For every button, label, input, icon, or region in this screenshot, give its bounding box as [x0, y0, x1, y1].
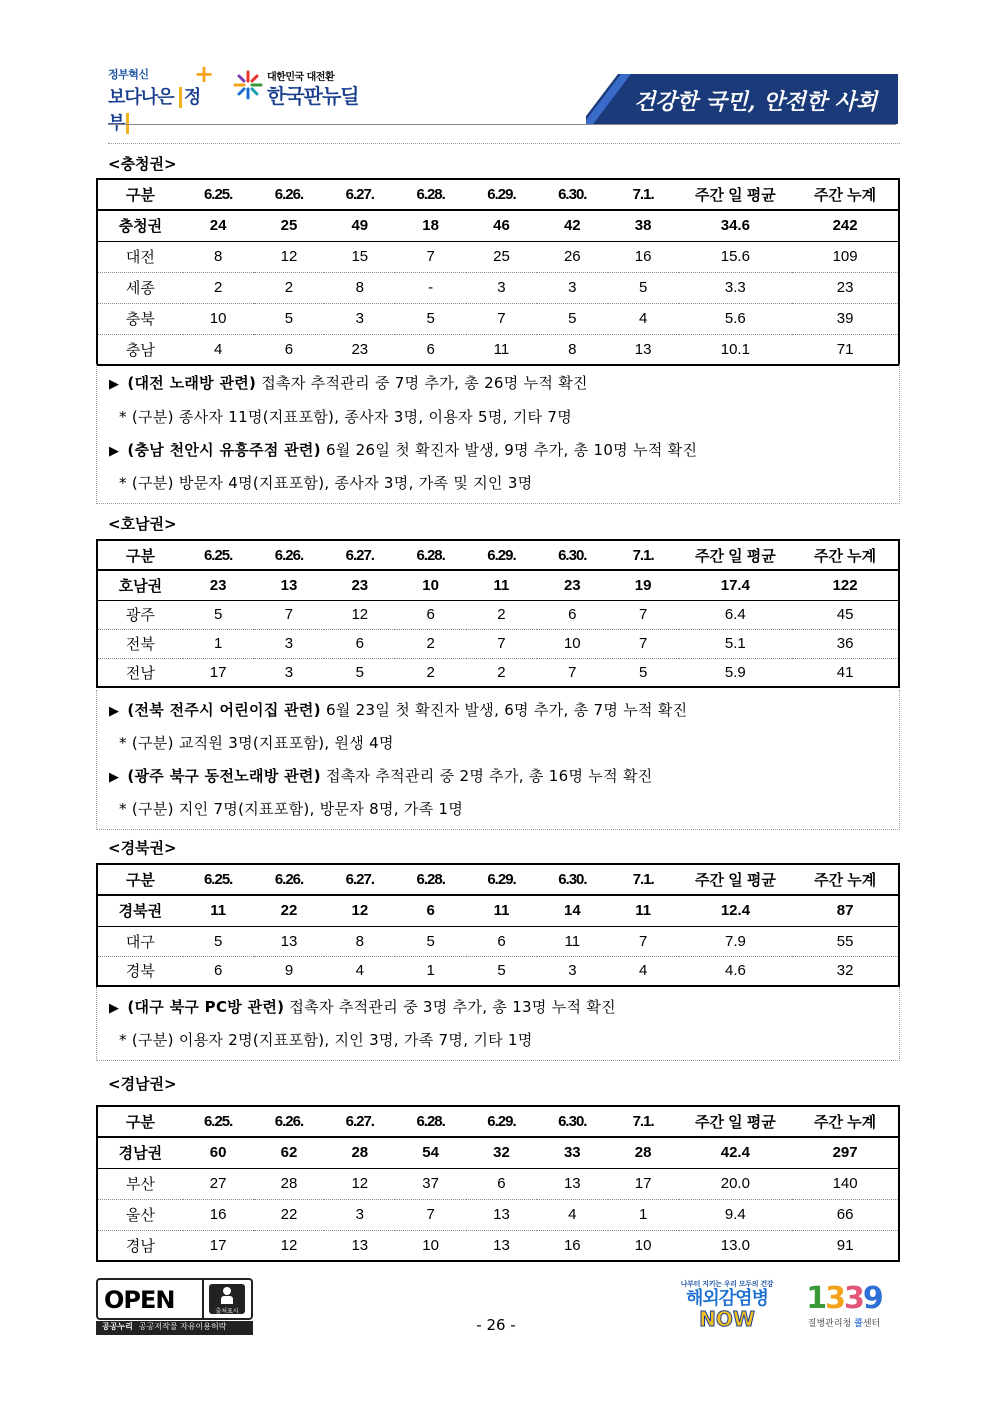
cell: 23 — [792, 272, 899, 303]
cell: 13 — [351, 1236, 369, 1254]
cell: 297 — [792, 1137, 899, 1168]
cell: 12.4 — [679, 895, 793, 926]
cell: 91 — [836, 1236, 854, 1254]
cell: 60 — [183, 1137, 254, 1168]
cell: 66 — [792, 1199, 899, 1230]
note-text: 접촉자 추적관리 중 3명 추가, 총 13명 누적 확진 — [284, 998, 616, 1016]
cell: 42 — [537, 210, 608, 241]
cell: 1 — [183, 629, 254, 658]
cell: 9.4 — [679, 1199, 793, 1230]
col-header: 6.27. — [324, 179, 395, 210]
plus-icon: + — [194, 60, 215, 88]
table-row — [97, 272, 899, 303]
attribution-icon — [204, 1278, 253, 1320]
logo2-big: 한국판뉴딜 — [267, 84, 359, 108]
col-header: 6.25. — [183, 1106, 254, 1137]
cell: 23 — [351, 340, 369, 358]
cell: 3.3 — [679, 272, 793, 303]
cell: 17 — [608, 1168, 679, 1199]
open-text: OPEN — [104, 1286, 175, 1314]
col-header: 7.1. — [608, 540, 679, 570]
cell: 7 — [608, 926, 679, 956]
cell: 6.4 — [679, 600, 793, 629]
cell: 6 — [213, 962, 223, 980]
table-gyeongnam — [96, 1105, 900, 1262]
cell: 울산 — [97, 1199, 183, 1230]
note-sub: * (구분) 이용자 2명(지표포함), 지인 3명, 가족 7명, 기타 1명 — [119, 1031, 533, 1049]
table-header-row — [97, 864, 899, 895]
cell: 13 — [466, 1199, 537, 1230]
cell: 2 — [395, 629, 466, 658]
cell: 전남 — [125, 664, 155, 682]
col-header: 6.29. — [466, 179, 537, 210]
cell: 11 — [537, 926, 608, 956]
cell: 5.6 — [679, 303, 793, 334]
cell: 12 — [280, 1236, 298, 1254]
table-header-row — [97, 540, 899, 570]
cell: 8 — [324, 272, 395, 303]
cell: 12 — [324, 1168, 395, 1199]
cell: 32 — [836, 962, 854, 980]
cell: 5 — [395, 303, 466, 334]
cell: 25 — [254, 210, 325, 241]
col-header: 주간 일 평균 — [679, 179, 793, 210]
note-title: (대구 북구 PC방 관련) — [127, 998, 285, 1016]
note-text: 6월 26일 첫 확진자 발생, 9명 추가, 총 10명 누적 확진 — [320, 441, 698, 459]
cell: 55 — [792, 926, 899, 956]
cell: 23 — [324, 570, 395, 600]
call-center-1339-logo — [790, 1282, 898, 1338]
cell: 대구 — [97, 926, 183, 956]
col-header: 6.29. — [466, 864, 537, 895]
col-header: 6.26. — [254, 179, 325, 210]
note-text: 6월 23일 첫 확진자 발생, 6명 추가, 총 7명 누적 확진 — [320, 701, 688, 719]
cell: 6 — [395, 895, 466, 926]
kogl-open-badge — [96, 1278, 253, 1335]
cell: 22 — [254, 895, 325, 926]
cell: 27 — [183, 1168, 254, 1199]
cell: 54 — [395, 1137, 466, 1168]
cell: 26 — [537, 241, 608, 272]
table-total-row — [97, 570, 899, 600]
cell: 광주 — [97, 600, 183, 629]
page-number: - 26 - — [476, 1316, 516, 1334]
slogan-banner — [586, 74, 898, 124]
cell: 4 — [213, 340, 223, 358]
table-header-row — [97, 1106, 899, 1137]
notes-gyeongbuk — [96, 987, 900, 1061]
cell: 7 — [466, 303, 537, 334]
cell: 41 — [836, 663, 854, 681]
cell: 23 — [537, 570, 608, 600]
col-header: 6.26. — [254, 540, 325, 570]
cell: 경북 — [125, 963, 155, 981]
cell: 6 — [395, 600, 466, 629]
cell: 8 — [568, 340, 577, 358]
burst-icon — [233, 70, 263, 100]
arrow-right-icon: ▶ — [109, 704, 120, 719]
col-header: 6.30. — [537, 179, 608, 210]
cell: 11 — [493, 340, 510, 358]
note-sub: * (구분) 지인 7명(지표포함), 방문자 8명, 가족 1명 — [119, 800, 464, 818]
cell: 10 — [537, 629, 608, 658]
page-header — [108, 58, 898, 134]
region-label-honam: <호남권> — [108, 515, 177, 533]
table-row — [97, 334, 899, 365]
cell: 49 — [324, 210, 395, 241]
cell: 경북권 — [97, 895, 183, 926]
col-header: 7.1. — [608, 1106, 679, 1137]
cell: 5.9 — [724, 663, 746, 681]
col-header: 주간 누계 — [792, 540, 899, 570]
cell: 15.6 — [679, 241, 793, 272]
cell: 전북 — [97, 629, 183, 658]
col-header: 7.1. — [608, 864, 679, 895]
region-label-gyeongbuk: <경북권> — [108, 839, 177, 857]
cell: 11 — [183, 895, 254, 926]
col-header: 6.27. — [324, 1106, 395, 1137]
digit: 3 — [844, 1281, 863, 1316]
cell: 7 — [608, 600, 679, 629]
col-header: 구분 — [97, 540, 183, 570]
cell: 12 — [324, 600, 395, 629]
cell: 33 — [537, 1137, 608, 1168]
cell: 6 — [466, 926, 537, 956]
table-honam — [96, 539, 900, 688]
col-header: 6.25. — [183, 540, 254, 570]
open-strip-text: 공공저작물 자유이용허락 — [138, 1322, 227, 1331]
table-row — [97, 1199, 899, 1230]
cell: 5 — [254, 303, 325, 334]
call-caption-bold: 콜 — [854, 1319, 863, 1329]
cell: - — [395, 272, 466, 303]
cell: 39 — [792, 303, 899, 334]
col-header: 6.30. — [537, 864, 608, 895]
note-item — [109, 765, 653, 786]
cell: 충북 — [97, 303, 183, 334]
now-tagline: 나부터 지키는 우리 모두의 건강 — [680, 1280, 774, 1288]
cell: 20.0 — [679, 1168, 793, 1199]
arrow-right-icon: ▶ — [109, 377, 120, 392]
cell: 13 — [254, 570, 325, 600]
col-header: 6.28. — [395, 179, 466, 210]
digit: 1 — [806, 1281, 826, 1316]
cell: 17.4 — [679, 570, 793, 600]
cell: 28 — [324, 1137, 395, 1168]
cell: 34.6 — [679, 210, 793, 241]
cell: 242 — [792, 210, 899, 241]
cell: 13 — [537, 1168, 608, 1199]
cell: 8 — [183, 241, 254, 272]
col-header: 주간 일 평균 — [679, 864, 793, 895]
cell: 2 — [183, 272, 254, 303]
cell: 10 — [395, 570, 466, 600]
overseas-infection-now-logo — [673, 1279, 781, 1339]
cell: 부산 — [97, 1168, 183, 1199]
cell: 18 — [395, 210, 466, 241]
table-row — [97, 600, 899, 629]
note-title: (광주 북구 동전노래방 관련) — [127, 767, 321, 785]
note-title: (대전 노래방 관련) — [127, 374, 257, 392]
cell: 3 — [254, 629, 325, 658]
cell: 3 — [568, 962, 577, 980]
cell: 5 — [638, 663, 648, 681]
cell: 13.0 — [720, 1236, 750, 1254]
col-header: 7.1. — [608, 179, 679, 210]
cell: 6 — [466, 1168, 537, 1199]
region-label-gyeongnam: <경남권> — [108, 1075, 177, 1093]
col-header: 6.29. — [466, 1106, 537, 1137]
cell: 7 — [608, 629, 679, 658]
col-header: 6.27. — [324, 540, 395, 570]
cell: 7 — [568, 663, 577, 681]
cell: 62 — [254, 1137, 325, 1168]
note-sub: * (구분) 종사자 11명(지표포함), 종사자 3명, 이용자 5명, 기타 7명 — [119, 408, 573, 426]
cell: 28 — [254, 1168, 325, 1199]
note-title: (전북 전주시 어린이집 관련) — [127, 701, 321, 719]
korean-new-deal-logo — [233, 64, 383, 114]
cell: 16 — [608, 241, 679, 272]
cell: 5 — [355, 663, 364, 681]
col-header: 6.25. — [183, 864, 254, 895]
cell: 42.4 — [679, 1137, 793, 1168]
call-caption-post: 센터 — [862, 1319, 881, 1329]
cell: 3 — [324, 1199, 395, 1230]
attribution-caption: 출처표시 — [215, 1308, 239, 1315]
note-sub: * (구분) 방문자 4명(지표포함), 종사자 3명, 가족 및 지인 3명 — [119, 474, 533, 492]
cell: 3 — [324, 303, 395, 334]
notes-chungcheong — [96, 364, 900, 504]
now-line2: NOW — [699, 1307, 755, 1331]
cell: 38 — [608, 210, 679, 241]
col-header: 6.28. — [395, 864, 466, 895]
cell: 23 — [183, 570, 254, 600]
table-row — [97, 241, 899, 272]
cell: 13 — [634, 340, 652, 358]
col-header: 구분 — [97, 1106, 183, 1137]
col-header: 6.28. — [395, 1106, 466, 1137]
note-title: (충남 천안시 유흥주점 관련) — [127, 441, 321, 459]
cell: 10 — [634, 1236, 652, 1254]
digit: 9 — [862, 1281, 882, 1316]
cell: 71 — [836, 340, 854, 358]
cell: 7 — [254, 600, 325, 629]
col-header: 6.29. — [466, 540, 537, 570]
cell: 13 — [493, 1236, 510, 1254]
cell: 11 — [466, 570, 537, 600]
cell: 6 — [284, 340, 294, 358]
cell: 2 — [254, 272, 325, 303]
cell: 4 — [608, 303, 679, 334]
cell: 12 — [254, 241, 325, 272]
col-header: 6.26. — [254, 1106, 325, 1137]
note-text: 접촉자 추적관리 중 2명 추가, 총 16명 누적 확진 — [320, 767, 653, 785]
col-header: 구분 — [97, 179, 183, 210]
table-row — [97, 303, 899, 334]
cell: 28 — [608, 1137, 679, 1168]
col-header: 주간 누계 — [792, 1106, 899, 1137]
col-header: 주간 누계 — [792, 864, 899, 895]
col-header: 주간 일 평균 — [679, 540, 793, 570]
cell: 호남권 — [97, 570, 183, 600]
cell: 3 — [537, 272, 608, 303]
digit: 3 — [825, 1281, 844, 1316]
cell: 45 — [792, 600, 899, 629]
cell: 4.6 — [725, 962, 746, 980]
cell: 2 — [497, 663, 506, 681]
table-gyeongbuk — [96, 863, 900, 987]
cell: 6 — [324, 629, 395, 658]
region-label-chungcheong: <충청권> — [108, 155, 177, 173]
cell: 7 — [395, 1199, 466, 1230]
cell: 5 — [395, 926, 466, 956]
note-sub: * (구분) 교직원 3명(지표포함), 원생 4명 — [119, 734, 394, 752]
cell: 16 — [563, 1236, 581, 1254]
arrow-right-icon: ▶ — [109, 444, 120, 459]
cell: 10 — [422, 1236, 439, 1254]
cell: 140 — [792, 1168, 899, 1199]
logo2-small: 대한민국 대전환 — [267, 72, 335, 83]
header-rule — [108, 124, 896, 125]
now-line1: 해외감염병 — [686, 1288, 768, 1309]
cell: 32 — [466, 1137, 537, 1168]
cell: 5 — [537, 303, 608, 334]
cell: 12 — [324, 895, 395, 926]
cell: 9 — [284, 962, 294, 980]
cell: 37 — [395, 1168, 466, 1199]
col-header: 6.30. — [537, 1106, 608, 1137]
cell: 14 — [537, 895, 608, 926]
cell: 세종 — [97, 272, 183, 303]
note-item — [109, 439, 697, 460]
cell: 경남 — [125, 1237, 155, 1255]
cell: 16 — [183, 1199, 254, 1230]
cell: 22 — [254, 1199, 325, 1230]
cell: 122 — [792, 570, 899, 600]
cell: 5 — [183, 926, 254, 956]
table-total-row — [97, 210, 899, 241]
gov-innovation-logo — [108, 60, 218, 134]
col-header: 6.30. — [537, 540, 608, 570]
cell: 36 — [792, 629, 899, 658]
logo1-big-main: 정부 — [108, 87, 201, 134]
cell: 4 — [355, 962, 365, 980]
cell: 13 — [254, 926, 325, 956]
cell: 11 — [466, 895, 537, 926]
cell: 46 — [466, 210, 537, 241]
col-header: 주간 일 평균 — [679, 1106, 793, 1137]
table-row — [97, 629, 899, 658]
cell: 2 — [466, 600, 537, 629]
col-header: 6.26. — [254, 864, 325, 895]
cell: 5 — [608, 272, 679, 303]
cell: 6 — [426, 340, 435, 358]
table-row — [97, 956, 899, 986]
cell: 충청권 — [97, 210, 183, 241]
note-item — [109, 372, 588, 393]
cell: 6 — [537, 600, 608, 629]
cell: 대전 — [97, 241, 183, 272]
note-item — [109, 996, 616, 1017]
cell: 24 — [183, 210, 254, 241]
cell: 5 — [497, 962, 506, 980]
slogan-text: 건강한 국민, 안전한 사회 — [634, 89, 878, 115]
cell: 7 — [466, 629, 537, 658]
cell: 10.1 — [720, 340, 750, 358]
open-strip — [96, 1321, 253, 1335]
table-chungcheong — [96, 178, 900, 366]
cell: 109 — [792, 241, 899, 272]
cell: 경남권 — [97, 1137, 183, 1168]
table-total-row — [97, 895, 899, 926]
cell: 5.1 — [679, 629, 793, 658]
cell: 3 — [284, 663, 294, 681]
cell: 4 — [537, 1199, 608, 1230]
notes-honam — [96, 690, 900, 830]
arrow-right-icon: ▶ — [109, 1001, 120, 1016]
logo1-big-pre: 보다나은 — [108, 87, 179, 108]
col-header: 주간 누계 — [792, 179, 899, 210]
table-row — [97, 658, 899, 687]
cell: 25 — [466, 241, 537, 272]
table-row — [97, 1168, 899, 1199]
cell: 5 — [183, 600, 254, 629]
col-header: 6.28. — [395, 540, 466, 570]
open-strip-bold: 공공누리 — [102, 1322, 133, 1331]
cell: 2 — [426, 663, 435, 681]
col-header: 구분 — [97, 864, 183, 895]
cell: 87 — [792, 895, 899, 926]
col-header: 6.25. — [183, 179, 254, 210]
table-total-row — [97, 1137, 899, 1168]
arrow-right-icon: ▶ — [109, 770, 120, 785]
header-dotted-rule — [108, 143, 900, 144]
cell: 11 — [608, 895, 679, 926]
note-text: 접촉자 추적관리 중 7명 추가, 총 26명 누적 확진 — [256, 374, 588, 392]
cell: 4 — [639, 962, 648, 980]
cell: 17 — [209, 663, 227, 681]
cell: 8 — [324, 926, 395, 956]
cell: 15 — [324, 241, 395, 272]
cell: 17 — [209, 1236, 227, 1254]
cell: 3 — [466, 272, 537, 303]
cell: 19 — [608, 570, 679, 600]
col-header: 6.27. — [324, 864, 395, 895]
cell: 10 — [183, 303, 254, 334]
cell: 충남 — [125, 341, 155, 359]
call-caption-pre: 질병관리청 — [807, 1319, 855, 1329]
table-row — [97, 1230, 899, 1261]
cell: 7.9 — [679, 926, 793, 956]
cell: 7 — [395, 241, 466, 272]
table-row — [97, 926, 899, 956]
cell: 1 — [426, 962, 435, 980]
table-header-row — [97, 179, 899, 210]
logo1-small: 정부혁신 — [108, 68, 149, 81]
note-item — [109, 699, 687, 720]
cell: 1 — [608, 1199, 679, 1230]
